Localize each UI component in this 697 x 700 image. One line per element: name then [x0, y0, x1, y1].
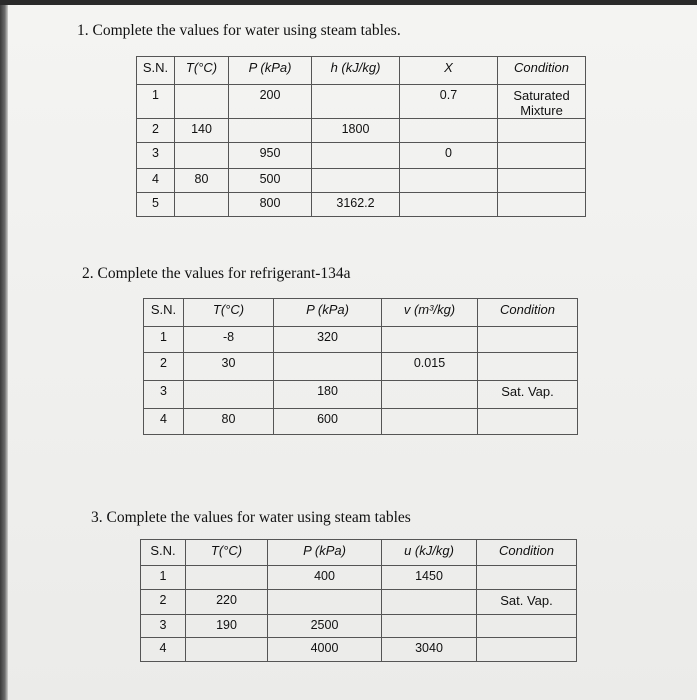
table-row — [141, 566, 577, 590]
table-cell: 800 — [229, 193, 312, 217]
table-cell: 4 — [137, 169, 175, 193]
table-cell — [400, 119, 498, 143]
header-cell: P (kPa) — [268, 540, 382, 566]
table-row — [144, 327, 578, 353]
table-cell — [478, 327, 578, 353]
header-cell: P (kPa) — [274, 299, 382, 327]
table-cell — [400, 169, 498, 193]
table-cell — [175, 193, 229, 217]
table-row — [144, 409, 578, 435]
table-cell: Sat. Vap. — [478, 381, 578, 409]
table-cell — [312, 143, 400, 169]
table-cell — [400, 193, 498, 217]
table-cell: 4000 — [268, 638, 382, 662]
table-cell: Saturated Mixture — [498, 85, 586, 119]
table-cell — [477, 566, 577, 590]
header-cell: T(°C) — [184, 299, 274, 327]
table-cell — [175, 143, 229, 169]
table-cell: 1450 — [382, 566, 477, 590]
table-cell: 180 — [274, 381, 382, 409]
table-cell: 1 — [137, 85, 175, 119]
table-cell: 30 — [184, 353, 274, 381]
table-header-row — [144, 299, 578, 327]
table-cell: 140 — [175, 119, 229, 143]
table-cell: Sat. Vap. — [477, 590, 577, 615]
q1-table — [136, 56, 586, 217]
table-cell: 600 — [274, 409, 382, 435]
q1-heading: 1. Complete the values for water using steam tables. — [77, 22, 401, 39]
q2-heading: 2. Complete the values for refrigerant-134a — [82, 265, 351, 282]
table-cell — [498, 193, 586, 217]
table-cell: -8 — [184, 327, 274, 353]
table-cell — [184, 381, 274, 409]
table-cell: 4 — [144, 409, 184, 435]
q3-table — [140, 539, 577, 662]
table-cell — [382, 590, 477, 615]
table-cell — [498, 169, 586, 193]
table-cell: 2 — [144, 353, 184, 381]
table-cell — [186, 566, 268, 590]
table-row — [137, 119, 586, 143]
table-cell — [477, 615, 577, 638]
table-cell — [229, 119, 312, 143]
header-cell: Condition — [498, 57, 586, 85]
table-cell — [274, 353, 382, 381]
table-header-row — [137, 57, 586, 85]
table-cell — [312, 85, 400, 119]
table-cell — [478, 353, 578, 381]
table-row — [144, 353, 578, 381]
table-cell — [312, 169, 400, 193]
table-cell — [175, 85, 229, 119]
table-cell: 400 — [268, 566, 382, 590]
table-cell: 3040 — [382, 638, 477, 662]
table-cell — [382, 409, 478, 435]
header-cell: u (kJ/kg) — [382, 540, 477, 566]
table-cell: 80 — [184, 409, 274, 435]
header-cell: Condition — [478, 299, 578, 327]
table-cell: 220 — [186, 590, 268, 615]
table-cell: 3162.2 — [312, 193, 400, 217]
table-cell: 1 — [141, 566, 186, 590]
header-cell: T(°C) — [186, 540, 268, 566]
table-row — [141, 590, 577, 615]
table-cell — [186, 638, 268, 662]
table-cell: 1 — [144, 327, 184, 353]
table-cell: 3 — [144, 381, 184, 409]
header-cell: S.N. — [144, 299, 184, 327]
q2-table — [143, 298, 578, 435]
table-cell: 80 — [175, 169, 229, 193]
table-row — [137, 193, 586, 217]
table-cell: 190 — [186, 615, 268, 638]
header-cell: X — [400, 57, 498, 85]
table-cell: 950 — [229, 143, 312, 169]
page-top-edge — [0, 0, 697, 5]
table-cell — [382, 615, 477, 638]
table-cell: 1800 — [312, 119, 400, 143]
header-cell: S.N. — [137, 57, 175, 85]
table-cell: 0.7 — [400, 85, 498, 119]
table-header-row — [141, 540, 577, 566]
table-cell: 320 — [274, 327, 382, 353]
table-cell — [498, 119, 586, 143]
page-edge-shadow — [0, 0, 8, 700]
table-row — [144, 381, 578, 409]
table-cell: 200 — [229, 85, 312, 119]
table-cell — [478, 409, 578, 435]
table-row — [141, 615, 577, 638]
table-cell: 5 — [137, 193, 175, 217]
table-cell: 2 — [141, 590, 186, 615]
table-cell — [477, 638, 577, 662]
header-cell: Condition — [477, 540, 577, 566]
table-cell — [268, 590, 382, 615]
header-cell: h (kJ/kg) — [312, 57, 400, 85]
table-row — [137, 169, 586, 193]
header-cell: P (kPa) — [229, 57, 312, 85]
table-cell — [382, 327, 478, 353]
table-cell: 4 — [141, 638, 186, 662]
table-cell: 0.015 — [382, 353, 478, 381]
table-row — [141, 638, 577, 662]
table-row — [137, 143, 586, 169]
header-cell: v (m³/kg) — [382, 299, 478, 327]
table-cell — [382, 381, 478, 409]
table-cell: 0 — [400, 143, 498, 169]
table-cell: 3 — [137, 143, 175, 169]
q3-heading: 3. Complete the values for water using steam tables — [91, 509, 411, 526]
table-cell: 500 — [229, 169, 312, 193]
table-row — [137, 85, 586, 119]
table-cell — [498, 143, 586, 169]
header-cell: S.N. — [141, 540, 186, 566]
table-cell: 3 — [141, 615, 186, 638]
header-cell: T(°C) — [175, 57, 229, 85]
table-cell: 2500 — [268, 615, 382, 638]
table-cell: 2 — [137, 119, 175, 143]
